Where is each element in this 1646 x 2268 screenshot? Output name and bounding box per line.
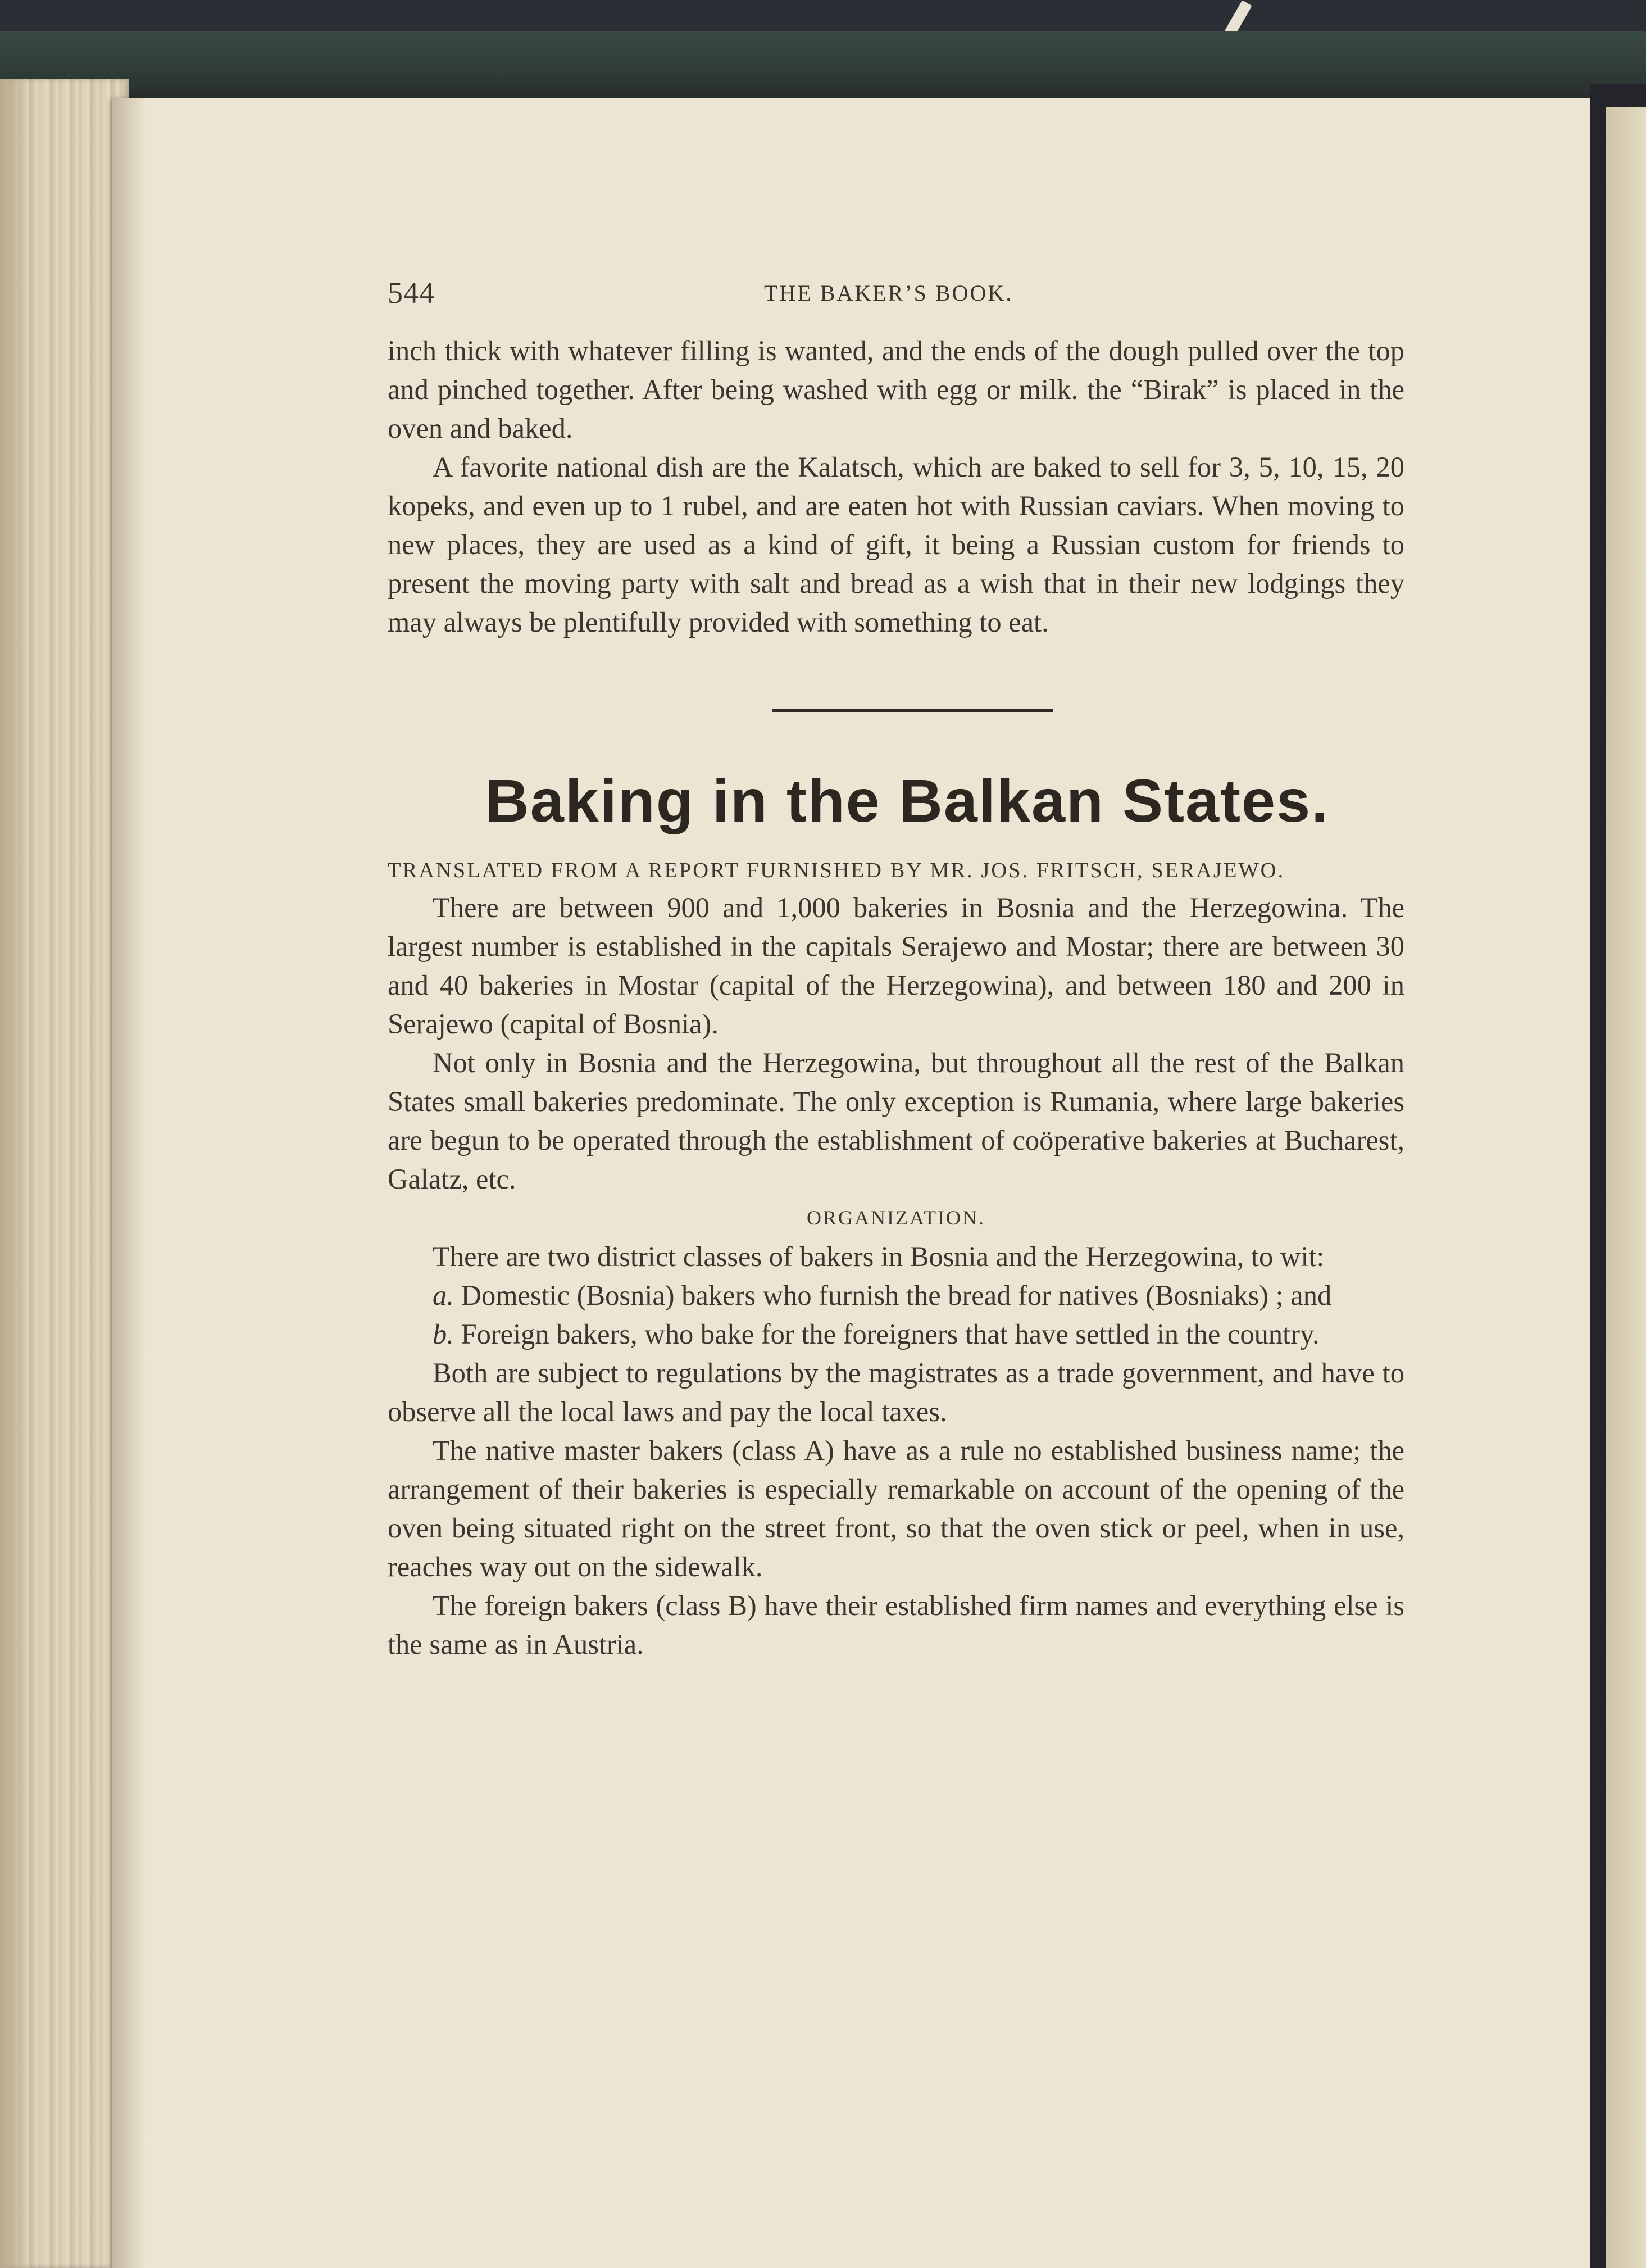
book-cover-edge: [0, 31, 1646, 104]
paragraph: A favorite national dish are the Kalatsch, which are baked to sell for 3, 5, 10, 15, 20 kopeks, and even up to 1 rubel, and are eaten hot with Russian caviars. When moving to new places, they are used as a kind of gift, it being a Russian custom for friends to present the moving party with salt and bread as a wish that in their new lodgings they may always be plentifully provided with something to eat.: [388, 451, 1404, 638]
list-item-letter: b.: [433, 1318, 454, 1350]
list-item-text: Foreign bakers, who bake for the foreigners that have settled in the country.: [461, 1318, 1320, 1350]
list-item-letter: a.: [433, 1280, 454, 1311]
subheading: ORGANIZATION.: [807, 1206, 985, 1229]
page-header: [388, 264, 1404, 332]
page-gutter-shadow: [112, 98, 146, 2268]
paragraph: There are between 900 and 1,000 bakeries in Bosnia and the Herzegowina. The largest number is established in the capitals Serajewo and Mostar; there are between 30 and 40 bakeries in Mostar (capital of the Herzegowina), and between 180 and 200 in Serajewo (capital of Bosnia).: [388, 892, 1404, 1040]
paragraph: The native master bakers (class A) have as a rule no established business name; the arrangement of their bakeries is especially remarkable on account of the opening of the oven being situated right on the street front, so that the oven stick or peel, when in use, reaches way out on the sidewalk.: [388, 1435, 1404, 1582]
paragraph: Not only in Bosnia and the Herzegowina, but throughout all the rest of the Balkan States small bakeries predominate. The only exception is Rumania, where large bakeries are begun to be operated through the establishment of coöperative bakeries at Bucharest, Galatz, etc.: [388, 1047, 1404, 1195]
running-head: THE BAKER’S BOOK.: [764, 280, 1013, 306]
section-title: Baking in the Balkan States.: [485, 766, 1330, 834]
page-stack-shadow: [0, 79, 34, 2268]
page-number: 544: [388, 276, 435, 310]
page-content: [388, 264, 1404, 1664]
paragraph: Both are subject to regulations by the magistrates as a trade government, and have to observe all the local laws and pay the local taxes.: [388, 1357, 1404, 1427]
paragraph: The foreign bakers (class B) have their established firm names and everything else is the same as in Austria.: [388, 1590, 1404, 1660]
list-item-text: Domestic (Bosnia) bakers who furnish the bread for natives (Bosniaks) ; and: [461, 1280, 1332, 1311]
section-divider: [772, 709, 1053, 712]
paragraph: There are two district classes of bakers in Bosnia and the Herzegowina, to wit:: [433, 1241, 1325, 1272]
facing-page-edge: [1606, 107, 1646, 2268]
paragraph: inch thick with whatever filling is wanted, and the ends of the dough pulled over the top and pinched together. After being washed with egg or milk. the “Birak” is placed in the oven and baked.: [388, 335, 1404, 444]
list-item: [388, 1276, 1404, 1315]
section-byline: TRANSLATED FROM A REPORT FURNISHED BY MR. JOS. FRITSCH, SERAJEWO.: [388, 859, 1285, 882]
list-item: [388, 1315, 1404, 1354]
